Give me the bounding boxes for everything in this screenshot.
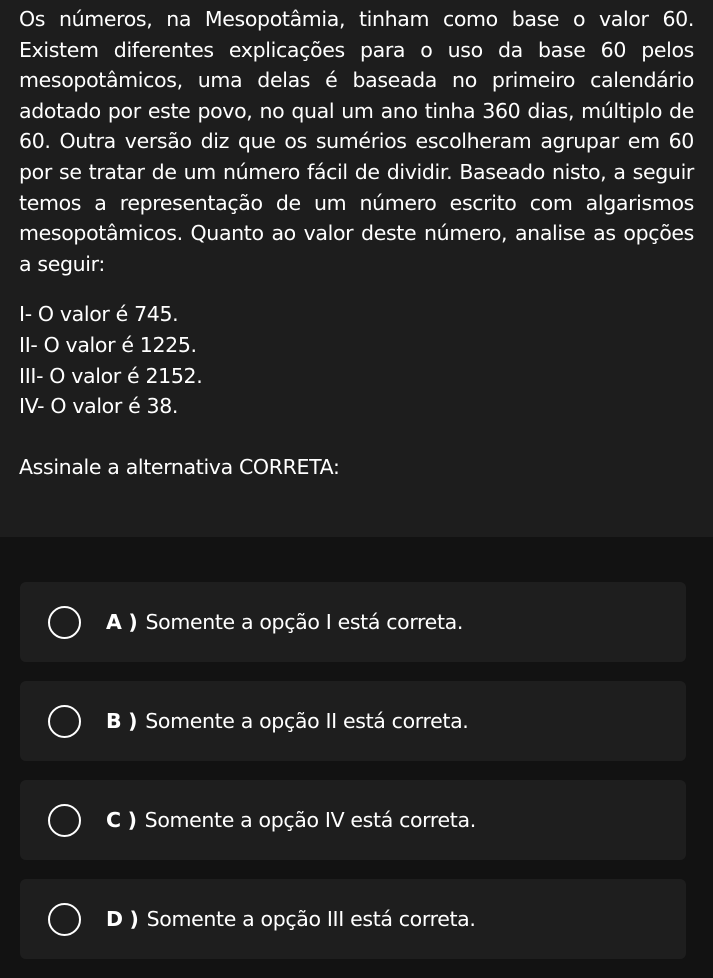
option-a[interactable]: [20, 582, 686, 662]
option-text: Somente a opção IV está correta.: [144, 808, 476, 832]
option-d[interactable]: [20, 879, 686, 959]
option-b[interactable]: [20, 681, 686, 761]
radio-circle-icon[interactable]: [48, 804, 81, 837]
option-letter: C ): [106, 808, 137, 832]
statement-list: [19, 299, 694, 421]
instruction-text: Assinale a alternativa CORRETA:: [19, 454, 340, 479]
statement-3: III- O valor é 2152.: [19, 363, 203, 388]
answer-options: [20, 582, 686, 978]
statement-2: II- O valor é 1225.: [19, 332, 197, 357]
question-text: Os números, na Mesopotâmia, tinham como base o valor 60. Existem diferentes explicações para o uso da base 60 pelos mesopotâmicos, uma delas é baseada no primeiro calendário adotado por este povo, no qual um ano tinha 360 dias, múltiplo de 60. Outra versão diz que os sumérios escolheram agrupar em 60 por se tratar de um número fácil de dividir. Baseado nisto, a seguir temos a representação de um número escrito com algarismos mesopotâmicos. Quanto ao valor deste número, analise as opções a seguir:: [19, 7, 694, 276]
option-text: Somente a opção III está correta.: [146, 907, 476, 931]
radio-circle-icon[interactable]: [48, 705, 81, 738]
option-letter: A ): [106, 610, 138, 634]
option-c[interactable]: [20, 780, 686, 860]
statement-1: I- O valor é 745.: [19, 302, 179, 327]
option-letter: D ): [106, 907, 139, 931]
option-text: Somente a opção II está correta.: [145, 709, 469, 733]
radio-circle-icon[interactable]: [48, 903, 81, 936]
radio-circle-icon[interactable]: [48, 606, 81, 639]
option-letter: B ): [106, 709, 138, 733]
statement-4: IV- O valor é 38.: [19, 394, 179, 419]
option-text: Somente a opção I está correta.: [145, 610, 464, 634]
